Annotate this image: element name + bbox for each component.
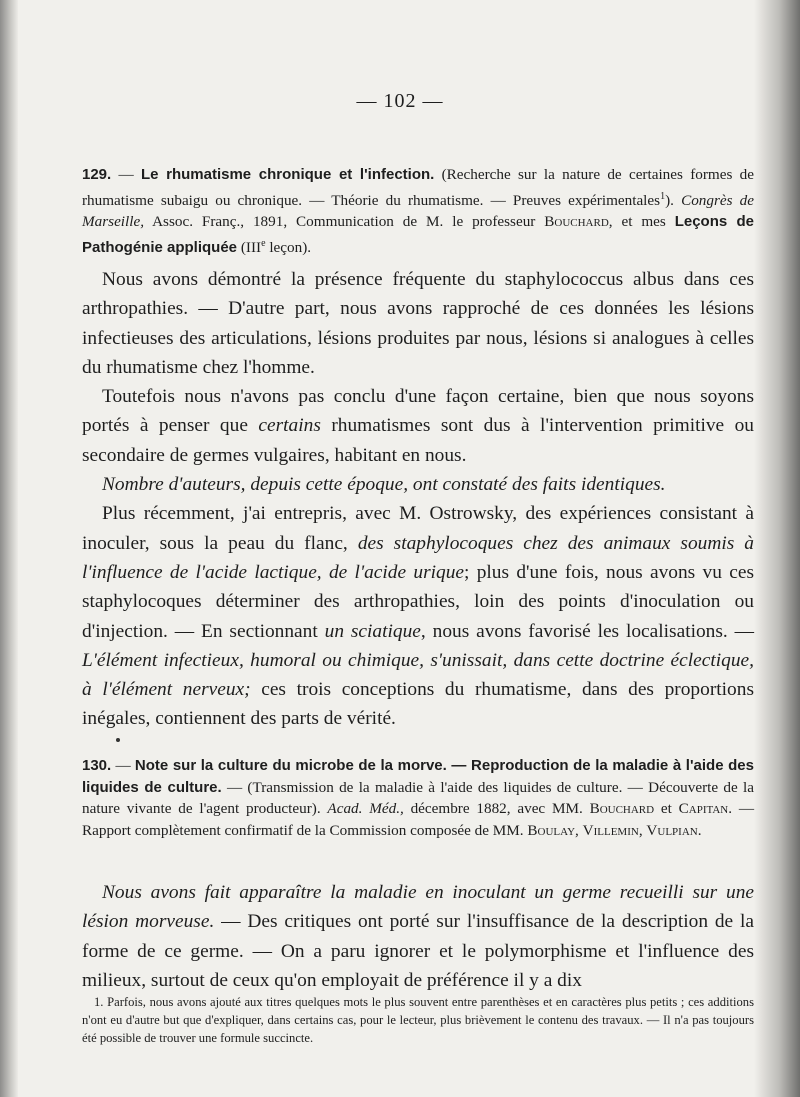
- paragraph: Plus récemment, j'ai entrepris, avec M. Ostrowsky, des expériences consistant à inoculer, sous la peau du flanc, des staphylocoques chez des animaux soumis à l'influence de l'acide lactique, de l'acide urique; plus d'une fois, nous avons vu ces staphylocoques déterminer des arthropathies, loin des points d'inoculation ou d'injection. — En sectionnant un sciatique, nous avons favorisé les localisations. — L'élément infectieux, humoral ou chimique, s'unissait, dans cette doctrine éclectique, à l'élément nerveux; ces trois conceptions du rhumatisme, dans des proportions inégales, contiennent des parts de vérité.: [82, 503, 755, 730]
- footnote-text: Parfois, nous avons ajouté aux titres quelques mots le plus souvent entre parenthèses et en caractères plus petits ; ces additions n'ont eu d'autre but que d'expliquer, dans certains cas, pour le lecteur, plus brièvement le contenu des travaux. — Il n'a pas toujours été possible de trouver une formule succincte.: [82, 995, 754, 1045]
- footnote-marker: 1.: [94, 995, 104, 1009]
- scan-left-shadow: [0, 0, 18, 1097]
- person-name: Boulay: [527, 821, 576, 839]
- entry-130-title: Note sur la culture du microbe de la morve. — Reproduction de la maladie à l'aide des liquides de culture.: [82, 757, 754, 796]
- person-name: Villemin: [582, 821, 639, 839]
- lecons-title: Leçons de Pathogénie appliquée: [82, 213, 754, 256]
- page-number: — 102 —: [356, 90, 444, 112]
- paragraph: Nous avons démontré la présence fréquente du staphylococcus albus dans ces arthropathies. — D'autre part, nous avons rapproché de ces données les lésions infectieuses des articulations, lésions produites par nous, lésions si analogues à celles du rhumatisme chez l'homme.: [82, 269, 754, 378]
- person-name: Capitan: [678, 800, 729, 817]
- person-name: Bouchard: [589, 800, 655, 817]
- person-name: Vulpian: [646, 821, 698, 839]
- footnote-ref: 1: [660, 190, 666, 202]
- paragraph: Nombre d'auteurs, depuis cette époque, ont constaté des faits identiques.: [102, 474, 666, 496]
- paragraph: Nous avons fait apparaître la maladie en inoculant un germe recueilli sur une lésion morveuse. — Des critiques ont porté sur l'insuffisance de la description de la forme de ce germe. — On a paru ignorer et le polymorphisme et l'influence des milieux, surtout de ceux qu'on employait de préférence il y a dix: [82, 882, 754, 991]
- person-name: Bouchard: [544, 213, 609, 231]
- paragraph: Toutefois nous n'avons pas conclu d'une façon certaine, bien que nous soyons portés à penser que certains rhumatismes sont dus à l'intervention primitive ou secondaire de germes vulgaires, habitant en nous.: [82, 386, 754, 466]
- entry-130-body: [82, 878, 754, 995]
- entry-129-title: Le rhumatisme chronique et l'infection.: [140, 166, 435, 183]
- entry-130-number: 130.: [82, 757, 112, 774]
- entry-129-heading: 129. — Le rhumatisme chronique et l'infection. (Recherche sur la nature de certaines formes de rhumatisme subaigu ou chronique. — Théorie du rhumatisme. — Preuves expérimentales$^1$). Congrès de Marseille, Assoc. Franç., 1891, Communication de M. le professeur Bouchard, et mes Leçons de Pathogénie appliquée (IIIe leçon).: [82, 166, 755, 256]
- entry-129-number: 129.: [82, 166, 112, 183]
- separator-dot: [116, 738, 120, 742]
- entry-129-body: [82, 265, 754, 734]
- congress-ref: Congrès de Marseille,: [82, 191, 755, 231]
- acad-ref: Acad. Méd.,: [327, 800, 404, 817]
- entry-130-heading: 130. — Note sur la culture du microbe de la morve. — Reproduction de la maladie à l'aide des liquides de culture. — (Transmission de la maladie à l'aide des liquides de culture. — Découverte de la nature vivante de l'agent producteur). Acad. Méd., décembre 1882, avec MM. Bouchard et Capitan. — Rapport complètement confirmatif de la Commission composée de MM. Boulay, Villemin, Vulpian.: [82, 757, 755, 839]
- scan-right-shadow: [754, 0, 800, 1097]
- footnote: [82, 993, 754, 1047]
